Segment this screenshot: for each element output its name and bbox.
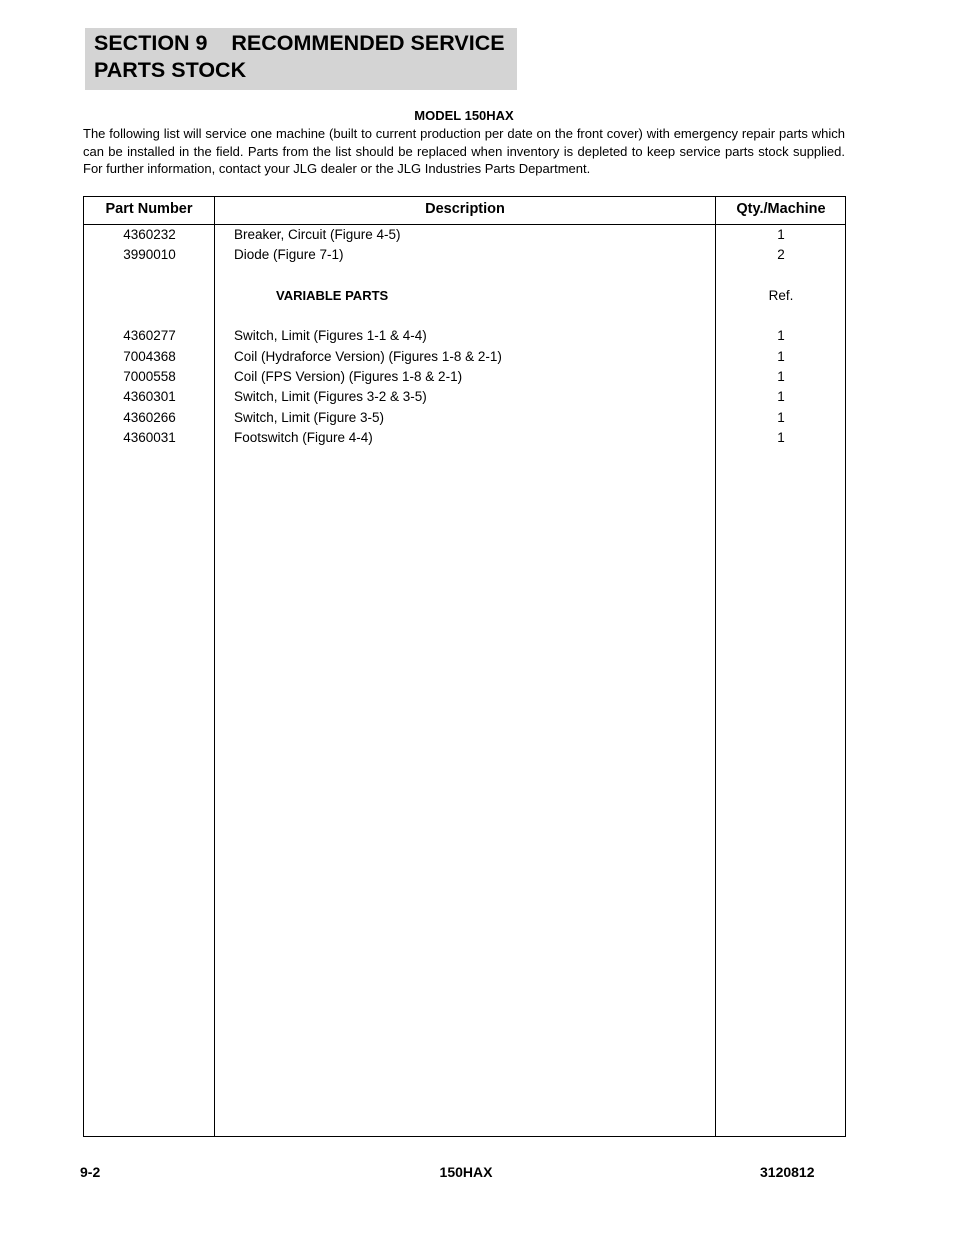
part-description: Switch, Limit (Figures 3-2 & 3-5)	[234, 389, 427, 405]
part-qty: 1	[777, 328, 785, 344]
part-number: 7004368	[123, 348, 176, 364]
table-row	[84, 326, 845, 346]
section-title-line-2: PARTS STOCK	[94, 58, 247, 82]
part-qty: Ref.	[768, 287, 794, 303]
part-description: Diode (Figure 7-1)	[234, 247, 344, 263]
model-title: MODEL 150HAX	[414, 108, 514, 123]
header-description: Description	[425, 201, 505, 217]
part-description: Breaker, Circuit (Figure 4-5)	[234, 227, 401, 242]
footer-model: 150HAX	[439, 1164, 493, 1180]
table-row	[84, 428, 845, 448]
header-part-number: Part Number	[105, 201, 193, 217]
table-row	[84, 225, 845, 245]
part-description: Footswitch (Figure 4-4)	[234, 429, 373, 445]
part-number: 3990010	[123, 247, 176, 263]
part-number: 7000558	[123, 369, 176, 385]
table-row	[84, 387, 845, 407]
footer-page-number: 9-2	[80, 1164, 101, 1180]
table-row	[84, 245, 845, 265]
table-row	[84, 347, 845, 367]
section-header	[85, 28, 517, 90]
part-number: 4360266	[123, 409, 176, 425]
part-qty: 1	[777, 227, 785, 242]
part-description: Switch, Limit (Figure 3-5)	[234, 409, 385, 425]
intro-paragraph: The following list will service one machine (built to current production per date on the front cover) with emergency repair parts which can be installed in the field. Parts from the list should be replaced when inventory is depleted to keep service parts stock supplied. For further information, contact your JLG dealer or the JLG Industries Parts Department.	[83, 126, 845, 176]
part-description: Coil (Hydraforce Version) (Figures 1-8 & 2-1)	[234, 348, 502, 364]
part-qty: 1	[777, 369, 785, 385]
parts-table	[83, 196, 846, 1137]
table-row	[84, 367, 845, 387]
part-qty: 1	[777, 429, 785, 445]
table-row	[84, 408, 845, 428]
part-qty: 1	[777, 389, 785, 405]
header-qty: Qty./Machine	[736, 201, 826, 217]
part-qty: 1	[777, 409, 785, 425]
footer-doc-number: 3120812	[760, 1164, 815, 1180]
part-description: Switch, Limit (Figures 1-1 & 4-4)	[234, 328, 427, 344]
table-row-subheading	[84, 286, 845, 306]
table-body	[84, 225, 845, 448]
subheading-label: VARIABLE PARTS	[276, 287, 389, 303]
part-qty: 2	[777, 247, 785, 263]
part-description: Coil (FPS Version) (Figures 1-8 & 2-1)	[234, 369, 463, 385]
part-number: 4360277	[123, 328, 176, 344]
part-number: 4360301	[123, 389, 176, 405]
part-qty: 1	[777, 348, 785, 364]
part-number: 4360232	[123, 227, 176, 242]
part-number: 4360031	[123, 429, 176, 445]
section-title-line-1: SECTION 9 RECOMMENDED SERVICE	[94, 31, 505, 55]
